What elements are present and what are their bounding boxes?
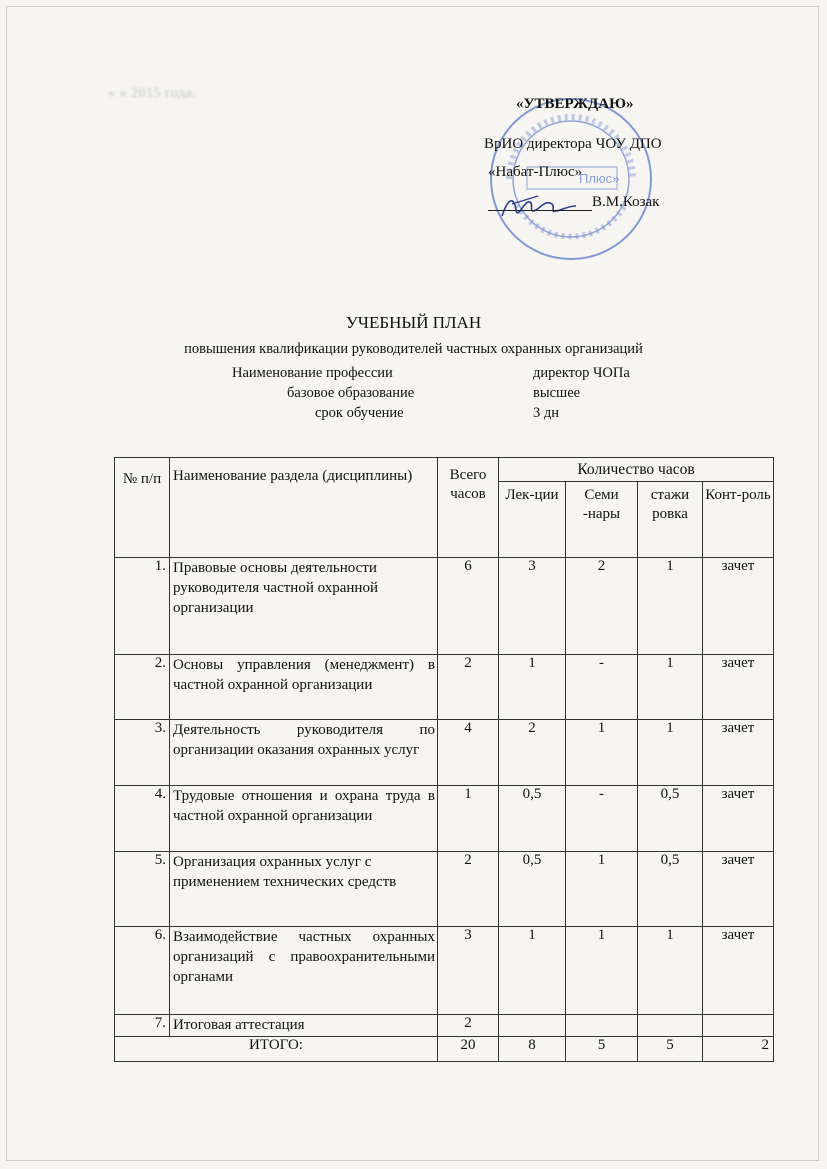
table-row xyxy=(115,1015,774,1037)
row-total: 1 xyxy=(438,786,499,852)
table-row xyxy=(115,720,774,786)
row-num: 5. xyxy=(115,852,170,927)
row-control: зачет xyxy=(703,655,774,720)
row-internship: 1 xyxy=(638,720,703,786)
handwritten-signature xyxy=(498,192,578,222)
meta-value-profession: директор ЧОПа xyxy=(533,365,630,381)
row-lectures: 1 xyxy=(499,927,566,1015)
row-seminars: 1 xyxy=(566,852,638,927)
meta-label-profession: Наименование профессии xyxy=(232,365,393,381)
row-internship: 1 xyxy=(638,655,703,720)
document-title: УЧЕБНЫЙ ПЛАН xyxy=(345,313,482,332)
row-num: 6. xyxy=(115,927,170,1015)
table-row xyxy=(115,655,774,720)
row-total: 6 xyxy=(438,558,499,655)
row-internship: 1 xyxy=(638,927,703,1015)
row-seminars: - xyxy=(566,655,638,720)
signature-line xyxy=(488,210,592,211)
row-num: 7. xyxy=(115,1015,170,1037)
header-total: Всего часов xyxy=(438,458,499,558)
row-seminars: 2 xyxy=(566,558,638,655)
meta-value-education: высшее xyxy=(533,385,581,401)
row-num: 4. xyxy=(115,786,170,852)
row-num: 1. xyxy=(115,558,170,655)
row-name: Итоговая аттестация xyxy=(170,1015,438,1037)
total-lectures: 8 xyxy=(499,1037,566,1062)
row-seminars: 1 xyxy=(566,720,638,786)
row-total: 2 xyxy=(438,852,499,927)
row-name: Трудовые отношения и охрана труда в частной охранной организации xyxy=(170,786,438,852)
row-lectures: 0,5 xyxy=(499,786,566,852)
table-row xyxy=(115,558,774,655)
row-lectures: 1 xyxy=(499,655,566,720)
row-lectures: 0,5 xyxy=(499,852,566,927)
row-internship: 0,5 xyxy=(638,786,703,852)
approval-signer: В.М.Козак xyxy=(592,194,660,210)
row-internship: 1 xyxy=(638,558,703,655)
total-row xyxy=(115,1037,774,1062)
header-seminars: Семи -нары xyxy=(566,482,638,558)
header-hours-group: Количество часов xyxy=(499,458,774,482)
total-internship: 5 xyxy=(638,1037,703,1062)
row-total: 3 xyxy=(438,927,499,1015)
row-seminars: - xyxy=(566,786,638,852)
row-internship: 0,5 xyxy=(638,852,703,927)
faded-date-text: « » 2015 года. xyxy=(108,86,197,101)
svg-text:Плюс»: Плюс» xyxy=(579,171,620,186)
meta-value-duration: 3 дн xyxy=(533,405,560,421)
row-lectures: 3 xyxy=(499,558,566,655)
row-lectures: 2 xyxy=(499,720,566,786)
total-label: ИТОГО: xyxy=(115,1037,438,1062)
row-control: зачет xyxy=(703,558,774,655)
row-num: 3. xyxy=(115,720,170,786)
document-subtitle: повышения квалификации руководителей частных охранных организаций xyxy=(184,341,643,357)
total-control: 2 xyxy=(703,1037,774,1062)
row-control: зачет xyxy=(703,927,774,1015)
total-seminars: 5 xyxy=(566,1037,638,1062)
header-name: Наименование раздела (дисциплины) xyxy=(170,458,438,558)
header-control: Конт-роль xyxy=(703,482,774,558)
table-row xyxy=(115,852,774,927)
row-num: 2. xyxy=(115,655,170,720)
header-num: № п/п xyxy=(115,458,170,558)
row-total: 2 xyxy=(438,655,499,720)
approval-title: «УТВЕРЖДАЮ» xyxy=(516,96,634,112)
row-name: Деятельность руководителя по организации оказания охранных услуг xyxy=(170,720,438,786)
row-control: зачет xyxy=(703,786,774,852)
approval-position: ВрИО директора ЧОУ ДПО xyxy=(484,136,662,152)
row-total: 4 xyxy=(438,720,499,786)
approval-organization: «Набат-Плюс» xyxy=(488,164,583,180)
curriculum-table xyxy=(114,457,774,1062)
row-name: Организация охранных услуг с применением технических средств xyxy=(170,852,438,927)
row-name: Основы управления (менеджмент) в частной охранной организации xyxy=(170,655,438,720)
meta-label-education: базовое образование xyxy=(287,385,415,401)
table-row xyxy=(115,786,774,852)
row-seminars: 1 xyxy=(566,927,638,1015)
row-control: зачет xyxy=(703,720,774,786)
row-internship xyxy=(638,1015,703,1037)
header-lectures: Лек-ции xyxy=(499,482,566,558)
meta-label-duration: срок обучение xyxy=(315,405,404,421)
row-seminars xyxy=(566,1015,638,1037)
table-row xyxy=(115,927,774,1015)
row-name: Правовые основы деятельности руководителя частной охранной организации xyxy=(170,558,438,655)
row-lectures xyxy=(499,1015,566,1037)
row-control: зачет xyxy=(703,852,774,927)
row-total: 2 xyxy=(438,1015,499,1037)
header-internship: стажи ровка xyxy=(638,482,703,558)
row-control xyxy=(703,1015,774,1037)
row-name: Взаимодействие частных охранных организаций с правоохранительными органами xyxy=(170,927,438,1015)
total-hours: 20 xyxy=(438,1037,499,1062)
